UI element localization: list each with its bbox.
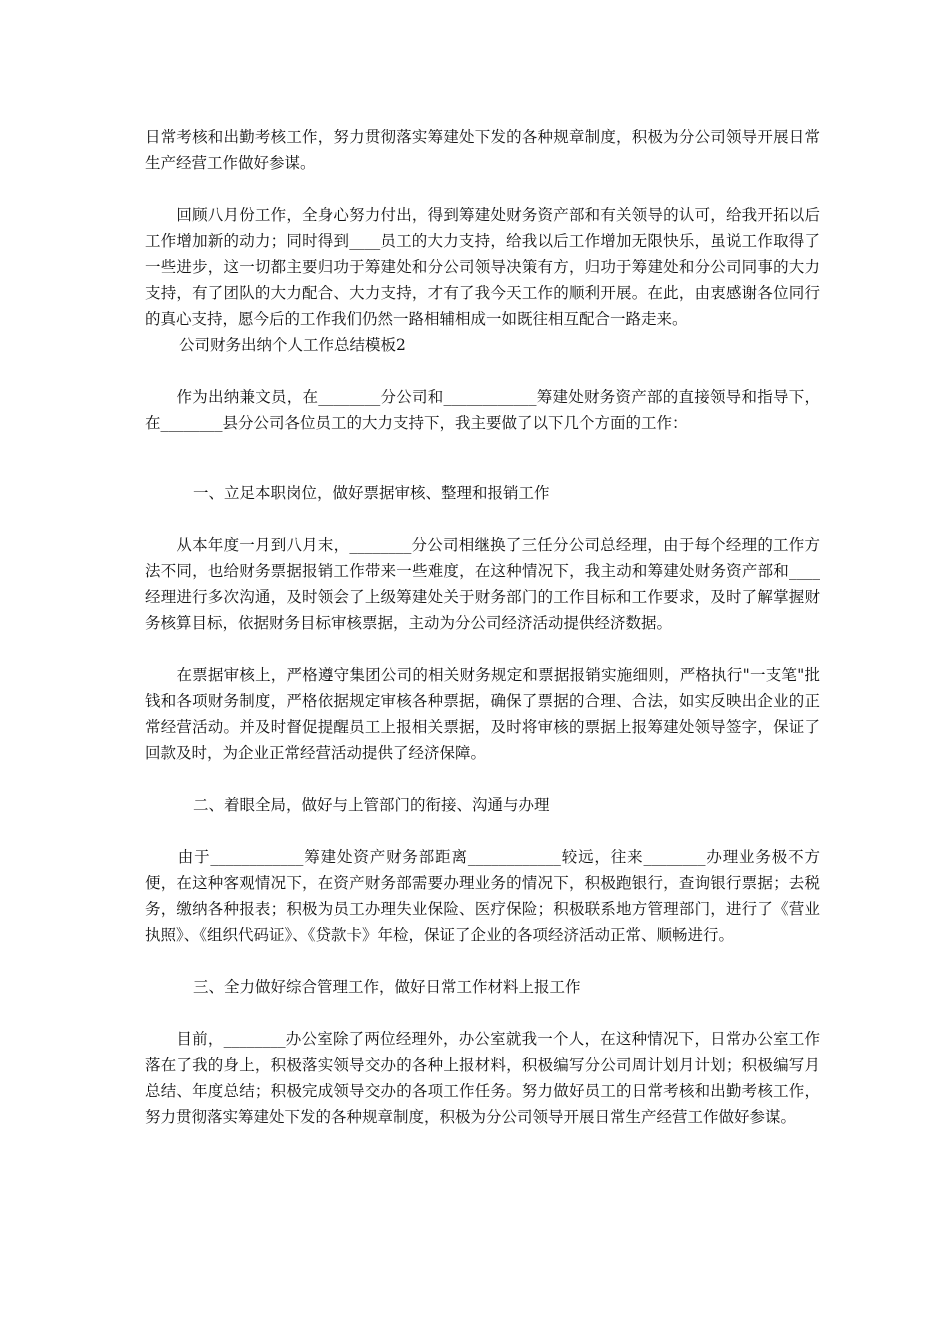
paragraph-3: 作为出纳兼文员，在________分公司和____________筹建处财务资产部的直接领导和指导下，在________县分公司各位员工的大力支持下，我主要做了以下几个方面的工作： <box>145 388 820 432</box>
paragraph-6: 由于____________筹建处资产财务部距离____________较远，往来________办理业务极不方便，在这种客观情况下，在资产财务部需要办理业务的情况下，积极跑银行，查询银行票据；去税务，缴纳各种报表；积极为员工办理失业保险、医疗保险；积极联系地方管理部门，进行了《营业执照》、《组织代码证》、《贷款卡》年检，保证了企业的各项经济活动正常、顺畅进行。 <box>145 848 820 944</box>
section-title: 公司财务出纳个人工作总结模板2 <box>179 336 406 354</box>
heading-2: 二、着眼全局，做好与上管部门的衔接、沟通与办理 <box>193 796 550 814</box>
paragraph-7: 目前，________办公室除了两位经理外，办公室就我一个人，在这种情况下，日常办公室工作落在了我的身上，积极落实领导交办的各种上报材料，积极编写分公司周计划月计划；积极编写月总结、年度总结；积极完成领导交办的各项工作任务。努力做好员工的日常考核和出勤考核工作，努力贯彻落实筹建处下发的各种规章制度，积极为分公司领导开展日常生产经营工作做好参谋。 <box>145 1030 820 1126</box>
paragraph-1: 日常考核和出勤考核工作，努力贯彻落实筹建处下发的各种规章制度，积极为分公司领导开展日常生产经营工作做好参谋。 <box>145 128 820 172</box>
heading-1: 一、立足本职岗位，做好票据审核、整理和报销工作 <box>193 484 550 502</box>
paragraph-2: 回顾八月份工作，全身心努力付出，得到筹建处财务资产部和有关领导的认可，给我开拓以后工作增加新的动力；同时得到____员工的大力支持，给我以后工作增加无限快乐，虽说工作取得了一些进步，这一切都主要归功于筹建处和分公司领导决策有方，归功于筹建处和分公司同事的大力支持，有了团队的大力配合、大力支持，才有了我今天工作的顺利开展。在此，由衷感谢各位同行的真心支持，愿今后的工作我们仍然一路相辅相成一如既往相互配合一路走来。 <box>145 206 820 328</box>
document-page <box>145 124 820 1130</box>
paragraph-4: 从本年度一月到八月末，________分公司相继换了三任分公司总经理，由于每个经理的工作方法不同，也给财务票据报销工作带来一些难度，在这种情况下，我主动和筹建处财务资产部和____经理进行多次沟通，及时领会了上级筹建处关于财务部门的工作目标和工作要求，及时了解掌握财务核算目标，依据财务目标审核票据，主动为分公司经济活动提供经济数据。 <box>145 536 820 632</box>
heading-3: 三、全力做好综合管理工作，做好日常工作材料上报工作 <box>193 978 581 996</box>
paragraph-5: 在票据审核上，严格遵守集团公司的相关财务规定和票据报销实施细则，严格执行"一支笔"批钱和各项财务制度，严格依据规定审核各种票据，确保了票据的合理、合法，如实反映出企业的正常经营活动。并及时督促提醒员工上报相关票据，及时将审核的票据上报筹建处领导签字，保证了回款及时，为企业正常经营活动提供了经济保障。 <box>145 666 820 762</box>
